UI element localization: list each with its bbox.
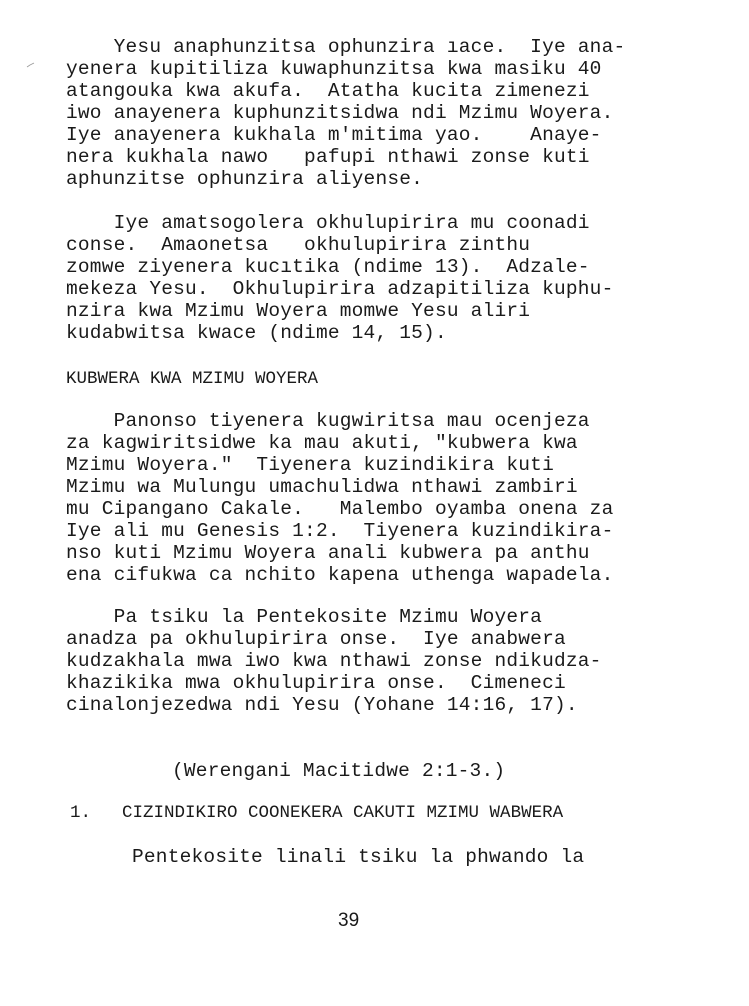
text-line: nzira kwa Mzimu Woyera momwe Yesu aliri	[66, 300, 531, 322]
text-line: mekeza Yesu. Okhulupirira adzapitiliza kuphu-	[66, 278, 614, 300]
section-heading: KUBWERA KWA MZIMU WOYERA	[66, 369, 319, 389]
margin-speck-mark	[26, 62, 36, 68]
text-line: Iye ali mu Genesis 1:2. Tiyenera kuzindikira-	[66, 520, 614, 542]
text-line: Iye anayenera kukhala m'mitima yao. Anaye-	[66, 124, 602, 146]
text-line: Mzimu wa Mulungu umachulidwa nthawi zambiri	[66, 476, 578, 498]
numbered-heading-text: CIZINDIKIRO COONEKERA CAKUTI MZIMU WABWERA	[122, 803, 564, 823]
text-line: khazikika mwa okhulupirira onse. Cimeneci	[66, 672, 566, 694]
text-line: anadza pa okhulupirira onse. Iye anabwera	[66, 628, 566, 650]
text-line: zomwe ziyenera kucıtika (ndime 13). Adzale-	[66, 256, 590, 278]
text-line: cinalonjezedwa ndi Yesu (Yohane 14:16, 17).	[66, 694, 578, 716]
text-line: iwo anayenera kuphunzitsidwa ndi Mzimu Woyera.	[66, 102, 614, 124]
text-line: atangouka kwa akufa. Atatha kucita zimenezi	[66, 80, 590, 102]
text-line: Mzimu Woyera." Tiyenera kuzindikira kuti	[66, 454, 554, 476]
text-line: Iye amatsogolera okhulupirira mu coonadi	[66, 212, 590, 234]
text-line: kudzakhala mwa iwo kwa nthawi zonse ndikudza-	[66, 650, 602, 672]
numbered-heading-number: 1.	[70, 803, 92, 823]
text-line: nso kuti Mzimu Woyera anali kubwera pa anthu	[66, 542, 590, 564]
text-line: yenera kupitiliza kuwaphunzitsa kwa masiku 40	[66, 58, 602, 80]
text-line: za kagwiritsidwe ka mau akuti, "kubwera kwa	[66, 432, 578, 454]
reading-reference: (Werengani Macitidwe 2:1-3.)	[172, 760, 506, 782]
text-line: Yesu anaphunzitsa ophunzira ıace. Iye ana-	[66, 36, 626, 58]
text-line: nera kukhala nawo pafupi nthawi zonse kuti	[66, 146, 590, 168]
page-number: 39	[338, 910, 360, 931]
text-line: conse. Amaonetsa okhulupirira zinthu	[66, 234, 531, 256]
text-line: Panonso tiyenera kugwiritsa mau ocenjeza	[66, 410, 590, 432]
text-line: mu Cipangano Cakale. Malembo oyamba onena za	[66, 498, 614, 520]
text-line: Pa tsiku la Pentekosite Mzimu Woyera	[66, 606, 543, 628]
text-line: kudabwitsa kwace (ndime 14, 15).	[66, 322, 447, 344]
text-line: ena cifukwa ca nchito kapena uthenga wapadela.	[66, 564, 614, 586]
text-line: aphunzitse ophunzira aliyense.	[66, 168, 424, 190]
closing-line: Pentekosite linali tsiku la phwando la	[132, 846, 585, 868]
